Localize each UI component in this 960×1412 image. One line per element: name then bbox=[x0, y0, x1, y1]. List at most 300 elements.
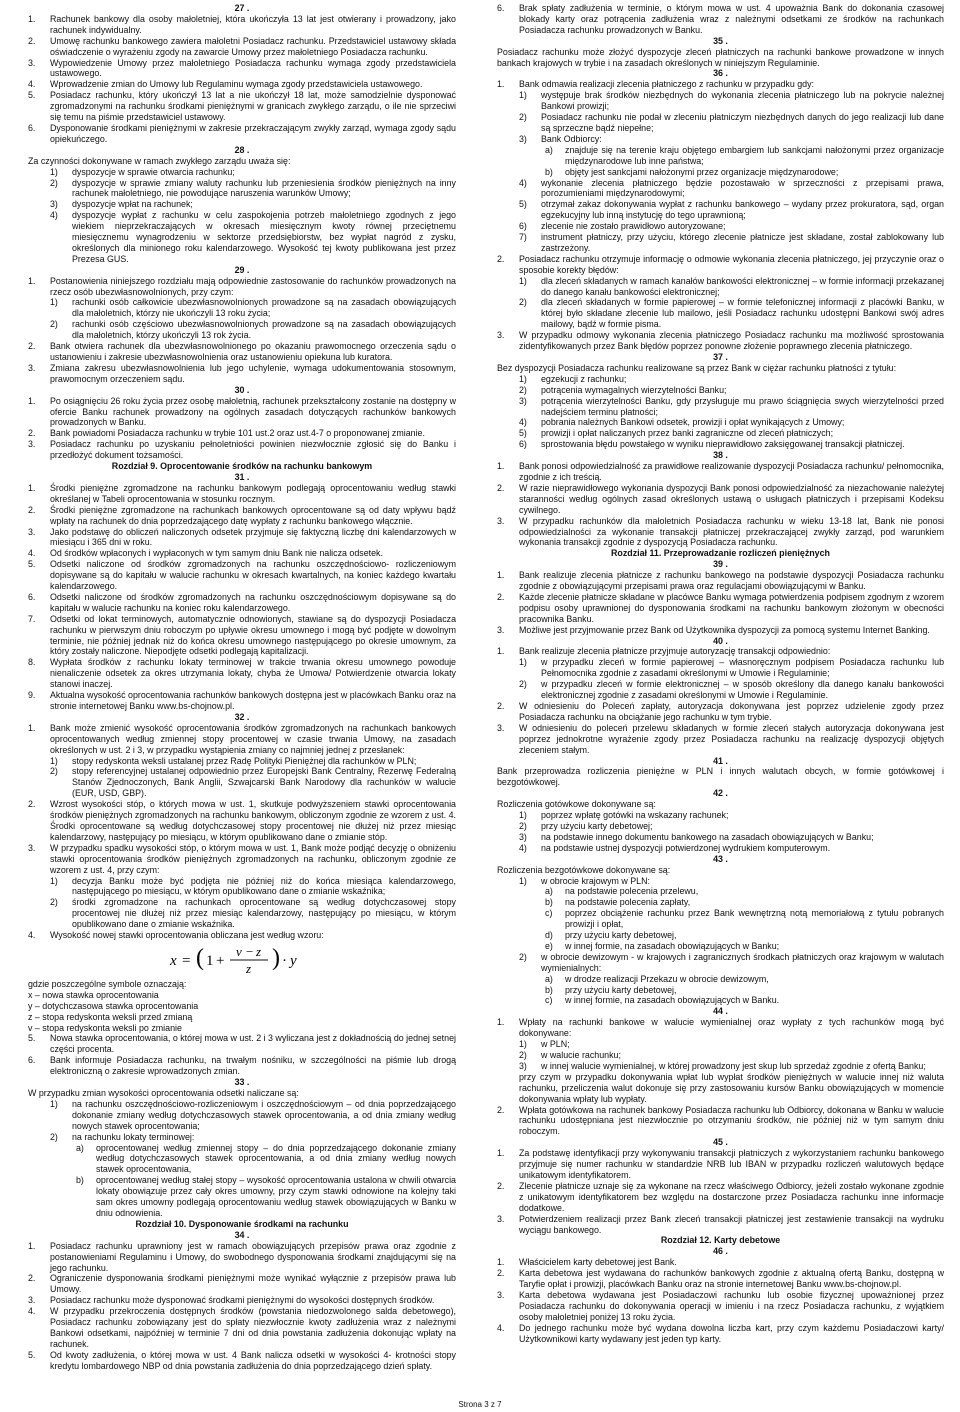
item-text: na podstawie innego dokumentu bankowego na zasadach obowiązujących w Banku; bbox=[541, 831, 874, 842]
item-text: Potwierdzeniem realizacji przez Bank zleceń transakcji płatniczej jest zestawienie transakcji na wydruku wyciągu bankowego. bbox=[519, 1213, 944, 1235]
item-marker: a) bbox=[545, 886, 553, 897]
item-marker: 2. bbox=[497, 1180, 505, 1191]
numbered-item bbox=[28, 1241, 456, 1274]
sub-item bbox=[28, 766, 456, 799]
item-marker: 2. bbox=[28, 799, 36, 810]
item-marker: 2. bbox=[28, 1273, 36, 1284]
page-footer: Strona 3 z 7 bbox=[458, 1400, 502, 1409]
item-marker: 3. bbox=[497, 1289, 505, 1300]
item-marker: 2. bbox=[28, 504, 36, 515]
item-marker: 2. bbox=[497, 591, 505, 602]
item-text: W przypadku spadku wysokości stóp, o którym mowa w ust. 1, Bank może podjąć decyzję o obniżeniu stawki oprocentowania środków pieniężnych zgromadzonych na rachunku, obliczonym zgodnie ze wzorem z ust. 4, przy czym: bbox=[50, 842, 456, 875]
sub-item bbox=[497, 657, 944, 679]
item-marker: 1. bbox=[497, 461, 505, 472]
item-marker: 2. bbox=[28, 35, 36, 46]
item-text: w innej walucie wymienialnej, w której prowadzony jest skup lub sprzedaż zgodnie z ofertą Banku; bbox=[541, 1060, 926, 1071]
text-paragraph: Posiadacz rachunku może złożyć dyspozycje zleceń płatniczych na rachunki bankowe prowadzone w innych bankach krajowych w trybie i na zasadach określonych w niniejszym Regulaminie. bbox=[497, 46, 944, 68]
item-text: Wypowiedzenie Umowy przez małoletniego Posiadacza rachunku wymaga zgody przedstawiciela ustawowego. bbox=[50, 57, 456, 79]
item-marker: 2. bbox=[497, 1268, 505, 1279]
item-text: prowizji i opłat naliczanych przez banki zagraniczne od zleceń płatniczych; bbox=[541, 428, 834, 439]
sub-item bbox=[497, 428, 944, 439]
item-text: Posiadacz rachunku nie podał w zleceniu płatniczym niezbędnych danych do jego realizacji lub dane są sprzeczne bądź niepełne; bbox=[541, 112, 944, 133]
paragraph-number: 43 . bbox=[713, 853, 728, 864]
sub-item bbox=[497, 374, 944, 385]
item-text: Odsetki od lokat terminowych, automatycznie odnowionych, stawiane są do dyspozycji Posiadacza rachunku w pierwszym dniu roboczym po upływie okresu umownego i mogą być podjęte w dowolnym terminie, nie później jednak niż do końca okresu umownego następującego po okresie umownym, za który zostały naliczone. Niepodjęte odsetki podlegają kapitalizacji. bbox=[50, 613, 456, 657]
item-marker: 2) bbox=[519, 679, 527, 690]
item-marker: 2. bbox=[497, 1104, 505, 1115]
item-text: dyspozycje wypłat z rachunku w celu zaspokojenia potrzeb małoletniego zgodnych z jego wiekiem nieprzekraczających w okresach miesięcznym kwoty równej przeciętnemu miesięcznemu wynagrodzeniu w sektorze przedsiębiorstw, bez wypłat nagród z zysku, określonych dla minionego roku kalendarzowego. Wysokość tej kwoty publikowana jest przez Prezesa GUS. bbox=[72, 210, 456, 264]
numbered-item bbox=[28, 1295, 456, 1306]
sub-item bbox=[28, 897, 456, 930]
paragraph-number: 35 . bbox=[713, 35, 728, 46]
svg-text:·: · bbox=[282, 952, 287, 969]
right-column bbox=[497, 3, 944, 1398]
item-marker: 2. bbox=[28, 428, 36, 439]
item-text: na podstawie polecenia zapłaty, bbox=[565, 897, 691, 908]
item-marker: 1. bbox=[28, 13, 36, 24]
numbered-item bbox=[497, 701, 944, 723]
item-text: Ograniczenie dysponowania środkami pieniężnymi może wynikać wyłącznie z przepisów prawa lub Umowy. bbox=[50, 1273, 456, 1295]
item-text: w innej formie, na zasadach obowiązujących w Banku. bbox=[565, 995, 780, 1006]
numbered-item bbox=[28, 690, 456, 712]
item-marker: 3. bbox=[497, 722, 505, 733]
sub-item bbox=[497, 232, 944, 254]
numbered-item bbox=[28, 483, 456, 505]
item-marker: 1) bbox=[50, 1098, 58, 1109]
numbered-item bbox=[28, 657, 456, 690]
numbered-item bbox=[28, 341, 456, 363]
sub-item bbox=[28, 178, 456, 200]
numbered-item bbox=[28, 79, 456, 90]
letter-item bbox=[28, 1175, 456, 1219]
letter-item bbox=[497, 995, 944, 1006]
numbered-item bbox=[28, 527, 456, 549]
item-text: Odsetki naliczone od środków zgromadzonych na rachunku oszczędnościowo- rozliczeniowym dopisywane są do kapitału w walucie rachunku w okresach kwartalnych, na koniec każdego kwartału kalendarzowego. bbox=[50, 559, 456, 592]
item-marker: 6) bbox=[519, 221, 527, 232]
numbered-item bbox=[28, 1055, 456, 1077]
chapter-heading: Rozdział 10. Dysponowanie środkami na rachunku bbox=[135, 1218, 349, 1229]
numbered-item bbox=[28, 1033, 456, 1055]
item-marker: 1) bbox=[50, 166, 58, 177]
item-marker: b) bbox=[545, 166, 553, 177]
paragraph-number: 44 . bbox=[713, 1006, 728, 1017]
numbered-item bbox=[497, 570, 944, 592]
item-marker: 3. bbox=[497, 330, 505, 341]
item-marker: 5. bbox=[28, 1033, 36, 1044]
item-text: na rachunku oszczędnościowo-rozliczeniowym i oszczędnościowym – od dnia poprzedzającego dokonanie zmiany według dotychczasowych stawek oprocentowania, a od dnia zmiany według nowych stawek oprocentowania; bbox=[72, 1098, 456, 1131]
item-text: Wzrost wysokości stóp, o których mowa w ust. 1, skutkuje podwyższeniem stawki oprocentowania środków pieniężnych zgromadzonych na rachunku bankowym, obliczonym zgodnie ze wzorem z ust. 4. Środki oprocentowane są według dotychczasowej stopy procentowej nie dłużej niż przez miesiąc kalendarzowy, następujący po miesiącu, w którym opublikowano dane o zmianie stóp. bbox=[50, 799, 456, 842]
item-marker: 2. bbox=[497, 701, 505, 711]
numbered-item bbox=[497, 1290, 944, 1323]
item-text: Właścicielem karty debetowej jest Bank. bbox=[519, 1257, 677, 1268]
sub-item bbox=[497, 876, 944, 887]
sub-item bbox=[28, 876, 456, 898]
item-marker: 1) bbox=[50, 755, 58, 766]
item-marker: 2) bbox=[519, 951, 527, 962]
item-text: w obrocie dewizowym - w krajowych i zagranicznych środkach płatniczych oraz krajowym w walutach wymienialnych: bbox=[541, 951, 944, 973]
item-text: poprzez wpłatę gotówki na wskazany rachunek; bbox=[541, 810, 729, 821]
item-text: Wprowadzenie zmian do Umowy lub Regulaminu wymaga zgody przedstawiciela ustawowego. bbox=[50, 79, 423, 90]
text-paragraph: Bank przeprowadza rozliczenia pieniężne w PLN i innych walutach obcych, w formie gotówkowej i bezgotówkowej. bbox=[497, 766, 944, 788]
item-marker: 1. bbox=[28, 275, 36, 286]
item-marker: 1. bbox=[497, 1017, 505, 1028]
paragraph-number: 34 . bbox=[234, 1229, 250, 1240]
numbered-item bbox=[497, 330, 944, 352]
sub-item bbox=[497, 297, 944, 330]
item-text: oprocentowanej według zmiennej stopy – do dnia poprzedzającego dokonanie zmiany według dotychczasowych stawek oprocentowania, a od dnia zmiany według nowych stawek oprocentowania, bbox=[96, 1142, 456, 1175]
item-text: dla zleceń składanych w formie papierowej – w formie telefonicznej informacji z placówki Banku, w której było składane zlecenie lub mailowo, jeśli Posiadacz rachunku udostępni Bankowi swój adres mailowy, bądź w formie pisma. bbox=[541, 297, 944, 330]
item-marker: 7) bbox=[519, 232, 527, 243]
item-text: Środki pieniężne zgromadzone na rachunku bankowym podlegają oprocentowaniu według stawki określanej w Tabeli oprocentowania w stosunku rocznym. bbox=[50, 482, 456, 504]
item-text: poprzez obciążenie rachunku przez Bank wewnętrzną notą memoriałową z tytułu pobranych prowizji i opłat, bbox=[565, 908, 944, 930]
item-marker: a) bbox=[76, 1142, 84, 1153]
sub-item bbox=[497, 134, 944, 145]
text-paragraph: Rozliczenia bezgotówkowe dokonywane są: bbox=[497, 864, 671, 875]
svg-text:−: − bbox=[246, 943, 254, 959]
item-text: dyspozycje w sprawie zmiany waluty rachunku lub przeniesienia środków pieniężnych na inny rachunek małoletniego, nie powodujące naruszenia warunków Umowy; bbox=[72, 177, 456, 199]
numbered-item bbox=[28, 548, 456, 559]
item-marker: 1. bbox=[28, 395, 36, 406]
item-marker: 1) bbox=[519, 1039, 527, 1050]
item-marker: d) bbox=[545, 930, 553, 941]
sub-item bbox=[28, 297, 456, 319]
item-marker: 4. bbox=[28, 79, 36, 90]
numbered-item bbox=[497, 1323, 944, 1345]
item-text: w drodze realizacji Przekazu w obrocie dewizowym, bbox=[565, 973, 769, 984]
item-text: Możliwe jest przyjmowanie przez Bank od Użytkownika dyspozycji za pomocą systemu Internet Banking. bbox=[519, 624, 930, 635]
numbered-item bbox=[497, 461, 944, 483]
item-text: Dysponowanie środkami pieniężnymi w zakresie przekraczającym zwykły zarząd, wymaga zgody sądu opiekuńczego. bbox=[50, 122, 456, 144]
item-marker: a) bbox=[545, 144, 553, 155]
sub-item bbox=[497, 679, 944, 701]
item-marker: 9. bbox=[28, 690, 36, 701]
sub-item bbox=[497, 178, 944, 200]
item-text: pobrania należnych Bankowi odsetek, prowizji i opłat wynikających z Umowy; bbox=[541, 417, 845, 428]
item-text: Wysokość nowej stawki oprocentowania obliczana jest według wzoru: bbox=[50, 930, 324, 941]
numbered-item bbox=[28, 1350, 456, 1372]
numbered-item bbox=[497, 79, 944, 90]
svg-text:v: v bbox=[236, 943, 242, 959]
item-marker: 3) bbox=[50, 199, 58, 210]
item-text: Bank może zmienić wysokość oprocentowania środków zgromadzonych na rachunkach bankowych oprocentowanych według zmiennej stopy procentowej w czasie trwania Umowy, na zasadach określonych w ust. 2 i 3, w przypadku wystąpienia zmiany co najmniej jednej z przesłanek: bbox=[50, 722, 456, 755]
item-marker: 4. bbox=[28, 1306, 36, 1317]
text-paragraph: W przypadku zmian wysokości oprocentowania odsetki naliczane są: bbox=[28, 1088, 299, 1098]
item-text: zlecenie nie zostało prawidłowo autoryzowane; bbox=[541, 221, 726, 232]
item-text: Bank informuje Posiadacza rachunku, na trwałym nośniku, w szczególności na piśmie lub drogą elektroniczną o zakresie wprowadzonych zmian. bbox=[50, 1055, 456, 1077]
item-marker: 4. bbox=[497, 1322, 505, 1333]
item-text: W odniesieniu do poleceń przelewu składanych w formie zleceń stałych autoryzacja dokonywana jest poprzez jednokrotne wyrażenie zgody przez Posiadacza rachunku na realizację dyspozycji objętych zleceniem stałym. bbox=[519, 722, 944, 755]
item-text: Aktualna wysokość oprocentowania rachunków bankowych dostępna jest w placówkach Banku oraz na stronie internetowej Banku www.bs-chojnow.pl. bbox=[50, 690, 456, 711]
svg-text:+: + bbox=[216, 952, 225, 969]
item-marker: 2) bbox=[50, 319, 58, 330]
item-marker: 6. bbox=[28, 591, 36, 602]
item-text: W przypadku rachunków dla małoletnich Posiadacza rachunku w wieku 13-18 lat, Bank nie ponosi odpowiedzialności za wykonanie transakcji płatniczej przekraczającej zwykły zarząd, pod warunkiem wykonania transakcji zgodnie z dyspozycją Posiadacza rachunku. bbox=[519, 515, 944, 548]
item-marker: 1. bbox=[497, 1257, 505, 1268]
numbered-item bbox=[497, 483, 944, 516]
item-text: stopy redyskonta weksli ustalanej przez Radę Polityki Pieniężnej dla rachunków w PLN; bbox=[72, 755, 417, 766]
svg-text:y: y bbox=[290, 952, 297, 969]
item-marker: 6. bbox=[497, 3, 505, 13]
numbered-item bbox=[28, 723, 456, 756]
item-marker: 4) bbox=[519, 842, 527, 853]
item-marker: 2. bbox=[497, 482, 505, 493]
item-marker: 5) bbox=[519, 199, 527, 210]
item-text: dyspozycje w sprawie otwarcia rachunku; bbox=[72, 166, 235, 177]
item-text: na podstawie ustnej dyspozycji potwierdzonej wydrukiem komputerowym. bbox=[541, 842, 831, 853]
numbered-item bbox=[28, 505, 456, 527]
paragraph-number: 29 . bbox=[234, 264, 250, 275]
numbered-item bbox=[28, 1273, 456, 1295]
item-text: Bank powiadomi Posiadacza rachunku w trybie 101 ust.2 oraz ust.4-7 o proponowanej zmianie. bbox=[50, 428, 425, 439]
letter-item bbox=[497, 930, 944, 941]
item-text: Brak spłaty zadłużenia w terminie, o którym mowa w ust. 4 upoważnia Bank do dokonania czasowej blokady karty oraz potrącenia zadłużenia wraz z należnymi odsetkami ze środków na rachunkach Posiadacza rachunku prowadzonych w Banku. bbox=[519, 3, 944, 35]
item-marker: 3. bbox=[497, 624, 505, 635]
item-text: w przypadku zleceń w formie elektronicznej – w sposób określony dla danego kanału bankowości elektronicznej zgodnie z zasadami określonymi w Umowie i Regulaminie. bbox=[541, 679, 944, 701]
item-text: W odniesieniu do Poleceń zapłaty, autoryzacja dokonywana jest poprzez udzielenie zgody przez Posiadacza rachunku na obciążanie jego rachunku w tym trybie. bbox=[519, 701, 944, 722]
numbered-item bbox=[28, 90, 456, 123]
item-marker: a) bbox=[545, 973, 553, 984]
item-text: Środki pieniężne zgromadzone na rachunkach bankowych oprocentowane są od daty wpływu bądź wpłaty na rachunek do dnia poprzedzającego datę wypłaty z rachunku bankowego włącznie. bbox=[50, 504, 456, 526]
text-paragraph: z – stopa redyskonta weksli przed zmianą bbox=[28, 1011, 193, 1022]
text-paragraph: Za czynności dokonywane w ramach zwykłego zarządu uważa się: bbox=[28, 155, 291, 166]
item-marker: 2. bbox=[497, 253, 505, 264]
item-marker: 2) bbox=[519, 1050, 527, 1060]
item-text: Posiadacz rachunku po uzyskaniu pełnoletniości powinien niezwłocznie zgłosić się do Banku i przedłożyć dokument tożsamości. bbox=[50, 439, 456, 461]
item-marker: 3. bbox=[497, 515, 505, 526]
numbered-item bbox=[497, 625, 944, 636]
numbered-item bbox=[28, 428, 456, 439]
text-paragraph: Rozliczenia gotówkowe dokonywane są: bbox=[497, 799, 656, 810]
item-text: w walucie rachunku; bbox=[541, 1050, 621, 1060]
numbered-item bbox=[28, 614, 456, 658]
letter-item bbox=[497, 985, 944, 996]
item-marker: 8. bbox=[28, 657, 36, 668]
paragraph-number: 37 . bbox=[713, 352, 728, 362]
item-text: Bank ponosi odpowiedzialność za prawidłowe realizowanie dyspozycji Posiadacza rachunku/ pełnomocnika, zgodnie z ich treścią. bbox=[519, 461, 944, 482]
item-text: Od kwoty zadłużenia, o której mowa w ust. 4 Bank nalicza odsetki w wysokości 4- krotności stopy kredytu lombardowego NBP od dnia powstania zadłużenia do dnia poprzedzającego dzień spłaty. bbox=[50, 1349, 456, 1371]
numbered-item bbox=[497, 1105, 944, 1138]
numbered-item bbox=[497, 254, 944, 276]
numbered-item bbox=[28, 1306, 456, 1350]
paragraph-number: 27 . bbox=[234, 3, 250, 13]
item-text: sprostowania błędu powstałego w wyniku nieprawidłowo zaksięgowanej transakcji płatniczej. bbox=[541, 439, 905, 450]
sub-item bbox=[497, 276, 944, 298]
chapter-heading: Rozdział 11. Przeprowadzanie rozliczeń pieniężnych bbox=[611, 548, 830, 559]
item-marker: c) bbox=[545, 908, 553, 919]
item-marker: 3. bbox=[28, 1295, 36, 1306]
item-marker: 2. bbox=[28, 341, 36, 352]
item-marker: 3. bbox=[497, 1213, 505, 1224]
chapter-heading: Rozdział 9. Oprocentowanie środków na rachunku bankowym bbox=[111, 461, 373, 472]
text-paragraph: x – nowa stawka oprocentowania bbox=[28, 989, 159, 1000]
item-marker: 1) bbox=[519, 810, 527, 821]
item-marker: 5. bbox=[28, 1349, 36, 1360]
item-marker: 1. bbox=[28, 1240, 36, 1251]
item-text: objęty jest sankcjami nałożonymi przez organizacje międzynarodowe; bbox=[565, 166, 839, 177]
svg-text:): ) bbox=[272, 944, 280, 971]
item-text: Karta debetowa wydawana jest Posiadaczowi rachunku lub osobie fizycznej upoważnionej przez Posiadacza rachunku do dokonywania operacji w imieniu i na rzecz Posiadacza rachunku, z wyjątkiem osoby małoletniej poniżej 13 roku życia. bbox=[519, 1289, 944, 1322]
text-paragraph: gdzie poszczególne symbole oznaczają: bbox=[28, 978, 187, 989]
item-text: W razie nieprawidłowego wykonania dyspozycji Bank ponosi odpowiedzialność za niezachowanie należytej staranności według ogólnych zasad określonych ustawą o usługach płatniczych i przepisami Kodeksu cywilnego. bbox=[519, 482, 944, 515]
paragraph-number: 41 . bbox=[713, 755, 728, 766]
item-marker: 6. bbox=[28, 1055, 36, 1066]
item-marker: 1) bbox=[519, 90, 527, 101]
item-text: przy użyciu karty debetowej, bbox=[565, 930, 677, 941]
sub-item bbox=[497, 1039, 944, 1050]
item-text: Wpłata gotówkowa na rachunek bankowy Posiadacza rachunku lub Odbiorcy, dokonana w Banku w walucie rachunku udostępniana jest niezwłocznie po otrzymaniu środków, nie później niż w tym samym dniu roboczym. bbox=[519, 1104, 944, 1137]
numbered-item bbox=[497, 1257, 944, 1268]
numbered-item bbox=[28, 363, 456, 385]
item-text: w innej formie, na zasadach obowiązujących w Banku; bbox=[565, 940, 780, 951]
text-paragraph: Bez dyspozycji Posiadacza rachunku realizowane są przez Bank w ciężar rachunku płatności z tytułu: bbox=[497, 362, 897, 373]
item-text: Bank odmawia realizacji zlecenia płatniczego z rachunku w przypadku gdy: bbox=[519, 79, 815, 90]
item-text: wykonanie zlecenia płatniczego będzie pozostawało w sprzeczności z przepisami prawa, porozumieniami międzynarodowymi; bbox=[541, 177, 944, 199]
item-text: występuje brak środków niezbędnych do wykonania zlecenia płatniczego lub na pokrycie należnej Bankowi prowizji; bbox=[541, 90, 944, 112]
numbered-item bbox=[28, 276, 456, 298]
item-marker: 1) bbox=[519, 373, 527, 384]
item-marker: 3. bbox=[28, 362, 36, 373]
text-paragraph: y – dotychczasowa stawka oprocentowania bbox=[28, 1000, 199, 1011]
item-text: przy użyciu karty debetowej, bbox=[565, 984, 677, 995]
item-text: potrącenia wymagalnych wierzytelności Banku; bbox=[541, 384, 727, 395]
item-marker: 2) bbox=[519, 820, 527, 831]
sub-item bbox=[497, 810, 944, 821]
paragraph-number: 40 . bbox=[713, 635, 728, 646]
numbered-item bbox=[28, 14, 456, 36]
letter-item bbox=[497, 145, 944, 167]
paragraph-number: 33 . bbox=[234, 1077, 250, 1088]
svg-text:=: = bbox=[182, 952, 191, 969]
item-marker: 4. bbox=[28, 548, 36, 559]
item-marker: 3. bbox=[28, 526, 36, 537]
sub-item bbox=[497, 112, 944, 134]
item-text: Do jednego rachunku może być wydana dowolna liczba kart, przy czym każdemu Posiadaczowi karty/ Użytkownikowi karty wydawany jest jeden typ karty. bbox=[519, 1322, 944, 1344]
item-text: decyzja Banku może być podjęta nie później niż do końca miesiąca kalendarzowego, następującego po miesiącu, w którym opublikowano dane o zmianie wskaźnika; bbox=[72, 875, 456, 897]
item-text: na podstawie polecenia przelewu, bbox=[565, 886, 699, 897]
numbered-item bbox=[497, 516, 944, 549]
paragraph-number: 38 . bbox=[713, 450, 728, 461]
item-marker: 2) bbox=[50, 897, 58, 908]
sub-item bbox=[497, 417, 944, 428]
item-text: otrzymał zakaz dokonywania wypłat z rachunku bankowego – wydany przez prokuratora, sąd, organ egzekucyjny lub inną instytucję do tego uprawnioną; bbox=[541, 199, 944, 221]
item-text: Jako podstawę do obliczeń naliczonych odsetek przyjmuje się faktyczną liczbę dni kalendarzowych w miesiącu i 365 dni w roku. bbox=[50, 526, 456, 548]
item-marker: 5. bbox=[28, 559, 36, 570]
item-text: przy użyciu karty debetowej; bbox=[541, 820, 653, 831]
sub-item bbox=[497, 952, 944, 974]
numbered-item bbox=[28, 799, 456, 843]
item-marker: 5. bbox=[28, 90, 36, 101]
item-text: W przypadku odmowy wykonania zlecenia płatniczego Posiadacz rachunku ma możliwość sprostowania zidentyfikowanych przez Bank błędów poprzez ponowne złożenie poprawnego zlecenia płatniczego. bbox=[519, 330, 944, 352]
paragraph-number: 39 . bbox=[713, 559, 728, 570]
letter-item bbox=[28, 1143, 456, 1176]
item-text: Karta debetowa jest wydawana do rachunków bankowych zgodnie z aktualną ofertą Banku, dostępną w Taryfie opłat i prowizji, placówkach Banku oraz na stronie internetowej Banku www.bs-chojnow.pl. bbox=[519, 1268, 944, 1290]
letter-item bbox=[497, 167, 944, 178]
numbered-item bbox=[497, 646, 944, 657]
paragraph-number: 28 . bbox=[234, 144, 250, 155]
item-text: Umowę rachunku bankowego zawiera małoletni Posiadacz rachunku. Przedstawiciel ustawowy składa oświadczenie o wyrażeniu zgody na zawarcie Umowy przez małoletniego Posiadacza rachunku. bbox=[50, 35, 456, 57]
item-marker: 1. bbox=[497, 1148, 505, 1159]
indented-paragraph: przy czym w przypadku dokonywania wpłat lub wypłat środków pieniężnych w walucie innej niż waluta rachunku, przeliczenia walut dokonuje się przy zastosowaniu kursów Banku obowiązujących w momencie dokonywania wpłaty lub wypłaty. bbox=[519, 1071, 944, 1104]
item-text: Rachunek bankowy dla osoby małoletniej, która ukończyła 13 lat jest otwierany i prowadzony, jako rachunek indywidualny. bbox=[50, 13, 456, 35]
item-text: stopy referencyjnej ustalanej odpowiednio przez Europejski Bank Centralny, Rezerwę Federalną Stanów Zjednoczonych, Bank Anglii, Szwajcarski Bank Narodowy dla rachunków w walucie (EUR, USD, GBP). bbox=[72, 766, 456, 799]
item-text: dyspozycje wpłat na rachunek; bbox=[72, 199, 193, 210]
paragraph-number: 46 . bbox=[713, 1246, 728, 1257]
letter-item bbox=[497, 886, 944, 897]
item-text: Każde zlecenie płatnicze składane w placówce Banku wymaga potwierdzenia podpisem zgodnym z wzorem podpisu osoby uprawnionej do dysponowania środkami na rachunku bankowym złożonym w obecności pracownika Banku. bbox=[519, 591, 944, 624]
item-marker: 2) bbox=[50, 766, 58, 777]
sub-item bbox=[497, 832, 944, 843]
item-text: instrument płatniczy, przy użyciu, którego zlecenie płatnicze jest składane, został zablokowany lub zastrzeżony. bbox=[541, 232, 944, 253]
item-text: Zmiana zakresu ubezwłasnowolnienia lub jego uchylenie, wymaga udokumentowania stosownym, prawomocnym orzeczeniem sądu. bbox=[50, 362, 456, 384]
sub-item bbox=[28, 210, 456, 265]
numbered-item bbox=[28, 439, 456, 461]
item-marker: 1. bbox=[497, 646, 505, 657]
numbered-item bbox=[28, 123, 456, 145]
numbered-item bbox=[497, 1148, 944, 1181]
item-marker: 1) bbox=[519, 875, 527, 886]
item-marker: 3. bbox=[28, 842, 36, 853]
sub-item bbox=[28, 319, 456, 341]
sub-item bbox=[497, 1050, 944, 1061]
item-marker: 4. bbox=[28, 930, 36, 941]
svg-text:x: x bbox=[170, 952, 177, 969]
item-text: potrącenia wierzytelności Banku, gdy przysługuje mu prawo ściągnięcia swych wierzytelności przed nadejściem terminu płatności; bbox=[541, 395, 944, 417]
item-text: w PLN; bbox=[541, 1039, 570, 1050]
item-text: Posiadacz rachunku może dysponować środkami pieniężnymi do wysokości dostępnych środków. bbox=[50, 1295, 435, 1306]
item-marker: 4) bbox=[50, 210, 58, 221]
sub-item bbox=[497, 396, 944, 418]
sub-item bbox=[28, 167, 456, 178]
numbered-item bbox=[497, 1017, 944, 1039]
item-marker: 1. bbox=[497, 79, 505, 90]
sub-item bbox=[497, 843, 944, 854]
sub-item bbox=[497, 199, 944, 221]
numbered-item bbox=[497, 1268, 944, 1290]
left-column bbox=[28, 3, 456, 1398]
item-marker: 3. bbox=[28, 439, 36, 450]
item-marker: 1. bbox=[28, 722, 36, 733]
sub-item bbox=[497, 439, 944, 450]
item-marker: 3. bbox=[28, 57, 36, 68]
numbered-item bbox=[28, 36, 456, 58]
sub-item bbox=[497, 1061, 944, 1072]
numbered-item bbox=[497, 723, 944, 756]
item-marker: b) bbox=[76, 1175, 84, 1186]
item-marker: 1) bbox=[519, 275, 527, 286]
item-text: Bank Odbiorcy: bbox=[541, 133, 602, 144]
item-text: Posiadacz rachunku, który ukończył 13 lat a nie ukończył 18 lat, może samodzielnie dysponować zgromadzonymi na rachunku środkami pieniężnymi w granicach zwykłego zarządu, o ile nie sprzeciwi się temu na piśmie przedstawiciel ustawowy. bbox=[50, 90, 456, 123]
item-marker: 6. bbox=[28, 122, 36, 133]
numbered-item bbox=[28, 843, 456, 876]
item-marker: c) bbox=[545, 995, 553, 1006]
svg-text:z: z bbox=[256, 943, 262, 959]
item-text: rachunki osób całkowicie ubezwłasnowolnionych prowadzone są na zasadach obowiązujących dla małoletnich, którzy nie ukończyli 13 roku życia; bbox=[72, 297, 456, 319]
item-text: znajduje się na terenie kraju objętego embargiem lub sankcjami nałożonymi przez organizacje międzynarodowe lub inne państwa; bbox=[565, 144, 944, 166]
item-marker: 1) bbox=[519, 657, 527, 668]
item-text: Za podstawę identyfikacji przy wykonywaniu transakcji płatniczych z wykorzystaniem rachunku bankowego przyjmuje się numer rachunku w standardzie NRB lub IBAN w przypadku rozliczeń walutowych będące unikatowym identyfikatorem. bbox=[519, 1148, 944, 1180]
paragraph-number: 45 . bbox=[713, 1137, 728, 1148]
item-text: Wypłata środków z rachunku lokaty terminowej w trakcie trwania okresu umownego powoduje nienaliczenie odsetek za okres utrzymania lokaty, chyba że Umowa/ Potwierdzenie otwarcia lokaty stanowi inaczej. bbox=[50, 657, 456, 690]
numbered-item bbox=[28, 396, 456, 429]
letter-item bbox=[497, 941, 944, 952]
item-marker: b) bbox=[545, 984, 553, 995]
sub-item bbox=[28, 1132, 456, 1143]
item-text: na rachunku lokaty terminowej: bbox=[72, 1131, 195, 1142]
item-marker: 1) bbox=[50, 875, 58, 886]
letter-item bbox=[497, 897, 944, 908]
item-marker: 2) bbox=[50, 1131, 58, 1142]
item-text: dla zleceń składanych w ramach kanałów bankowości elektronicznej – w formie informacji przekazanej do danego kanału bankowości elektronicznej; bbox=[541, 275, 944, 297]
